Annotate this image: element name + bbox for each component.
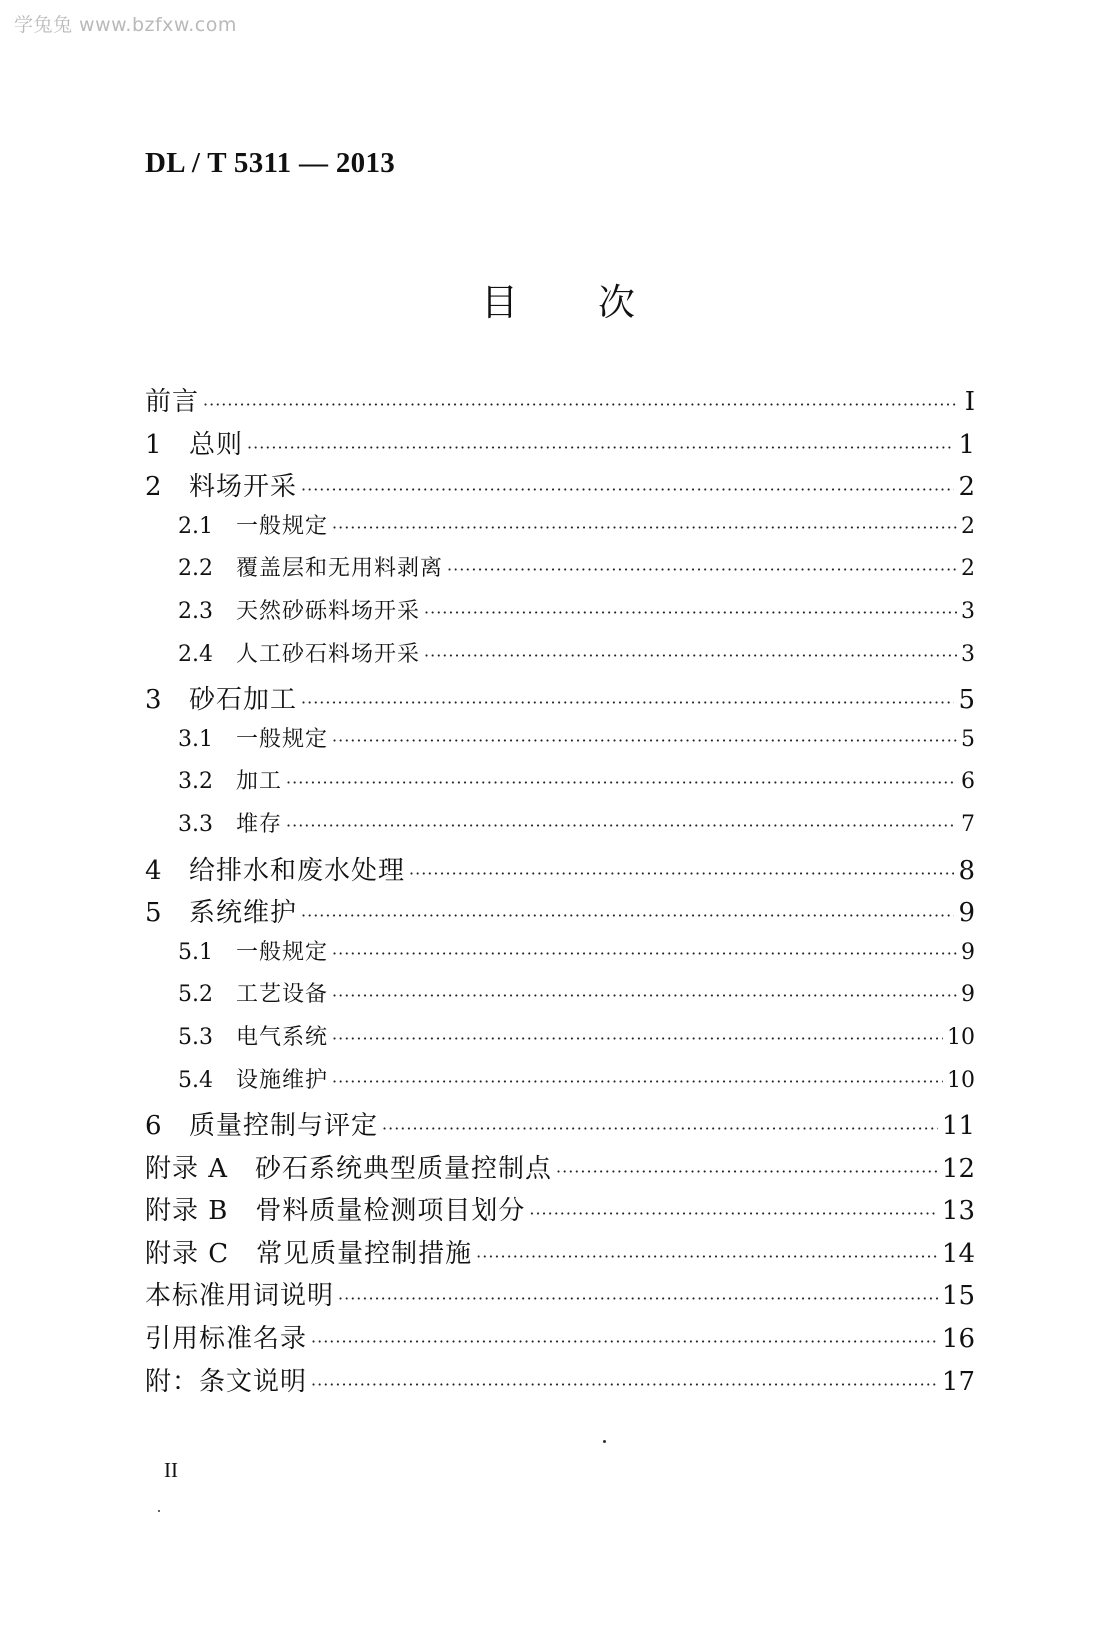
toc-leader-dots [338, 1289, 938, 1308]
toc-leader-dots [332, 1072, 943, 1091]
toc-entry-label: 人工砂石料场开采 [236, 641, 421, 667]
toc-entry-label: 砂石加工 [189, 685, 298, 716]
toc-entry-number: 5.3 [178, 1024, 213, 1050]
toc-entry-page: 6 [961, 769, 975, 795]
toc-leader-dots [424, 646, 957, 665]
toc-leader-dots [301, 480, 954, 499]
toc-entry-label: 料场开采 [189, 472, 298, 503]
watermark: 学兔兔 www.bzfxw.com [14, 14, 237, 36]
toc-entry-page: 9 [958, 898, 975, 929]
toc-leader-dots [332, 1029, 943, 1048]
toc-entry[interactable] [145, 1275, 975, 1318]
toc-entry-label: 一般规定 [236, 513, 329, 539]
toc-entry-label: 总则 [189, 429, 244, 460]
toc-leader-dots [301, 906, 954, 925]
toc-entry[interactable] [145, 850, 975, 893]
toc-entry[interactable] [145, 935, 975, 978]
toc-entry-label: 引用标准名录 [145, 1324, 308, 1355]
toc-entry-label: 堆存 [236, 811, 283, 837]
toc-entry-page: 5 [958, 685, 975, 716]
toc-entry-label: 系统维护 [189, 898, 298, 929]
toc-entry[interactable] [145, 679, 975, 722]
toc-leader-dots [529, 1204, 938, 1223]
toc-leader-dots [286, 816, 957, 835]
toc-entry-number: 2.1 [178, 513, 213, 539]
standard-code: DL / T 5311 — 2013 [145, 147, 396, 179]
toc-leader-dots [286, 773, 957, 792]
toc-entry[interactable] [145, 466, 975, 509]
toc-entry-label: 给排水和废水处理 [189, 855, 406, 886]
toc-entry-number: 3.3 [178, 811, 213, 837]
toc-entry-page: 3 [961, 641, 975, 667]
toc-entry-label: 附录 C 常见质量控制措施 [145, 1238, 473, 1269]
toc-entry[interactable] [145, 424, 975, 467]
toc-entry[interactable] [145, 1063, 975, 1106]
toc-title: 目次 [481, 281, 715, 324]
toc-entry-label: 一般规定 [236, 939, 329, 965]
toc-leader-dots [332, 518, 957, 537]
toc-entry-label: 本标准用词说明 [145, 1281, 335, 1312]
toc-leader-dots [447, 560, 957, 579]
toc-leader-dots [556, 1162, 938, 1181]
toc-entry-label: 加工 [236, 769, 283, 795]
toc-entry-label: 质量控制与评定 [189, 1111, 379, 1142]
toc-entry[interactable] [145, 1190, 975, 1233]
toc-entry-page: 9 [961, 939, 975, 965]
toc-entry-number: 5 [145, 898, 162, 929]
toc-entry-page: 7 [961, 811, 975, 837]
toc-entry-page: 2 [961, 513, 975, 539]
toc-entry[interactable] [145, 764, 975, 807]
toc-entry-label: 电气系统 [236, 1024, 329, 1050]
toc-entry-number: 2.3 [178, 598, 213, 624]
toc-entry-label: 附录 A 砂石系统典型质量控制点 [145, 1153, 553, 1184]
toc-entry-number: 2.4 [178, 641, 213, 667]
toc-entry[interactable] [145, 1233, 975, 1276]
toc-entry-number: 5.4 [178, 1067, 213, 1093]
toc-entry-number: 3.2 [178, 769, 213, 795]
toc-entry-label: 一般规定 [236, 726, 329, 752]
toc-entry[interactable] [145, 509, 975, 552]
toc-entry[interactable] [145, 594, 975, 637]
toc-leader-dots [203, 395, 957, 414]
toc-entry-label: 附录 B 骨料质量检测项目划分 [145, 1196, 526, 1227]
toc-entry-number: 1 [145, 429, 162, 460]
toc-leader-dots [311, 1332, 938, 1351]
toc-entry-number: 3.1 [178, 726, 213, 752]
toc-entry-label: 前言 [145, 387, 200, 417]
toc-entry[interactable] [145, 1318, 975, 1361]
toc-entry-label: 工艺设备 [236, 982, 329, 1008]
page-number: II [164, 1458, 178, 1482]
toc-entry-page: 10 [947, 1067, 975, 1093]
toc-entry-page: 2 [961, 556, 975, 582]
toc-entry[interactable] [145, 551, 975, 594]
toc-entry-page: 3 [961, 598, 975, 624]
toc-entry[interactable] [145, 637, 975, 680]
toc-entry-number: 2 [145, 472, 162, 503]
toc-leader-dots [476, 1247, 938, 1266]
toc-entry-page: 5 [961, 726, 975, 752]
toc-entry-label: 覆盖层和无用料剥离 [236, 556, 444, 582]
toc-leader-dots [301, 693, 954, 712]
toc-entry-number: 5.1 [178, 939, 213, 965]
toc-entry[interactable] [145, 977, 975, 1020]
toc-leader-dots [424, 603, 957, 622]
toc-entry[interactable] [145, 722, 975, 765]
toc-leader-dots [311, 1375, 938, 1394]
toc-leader-dots [382, 1119, 938, 1138]
scan-speck [603, 1440, 606, 1443]
toc-entry-label: 设施维护 [236, 1067, 329, 1093]
toc-entry-page: 1 [958, 429, 975, 460]
table-of-contents [145, 381, 975, 1403]
scan-speck [158, 1510, 160, 1512]
toc-entry-page: 2 [958, 472, 975, 503]
toc-entry-number: 3 [145, 685, 162, 716]
toc-entry-number: 4 [145, 855, 162, 886]
toc-entry[interactable] [145, 1361, 975, 1404]
toc-entry-label: 附：条文说明 [145, 1366, 308, 1397]
toc-entry-number: 5.2 [178, 982, 213, 1008]
toc-entry[interactable] [145, 1105, 975, 1148]
toc-leader-dots [332, 731, 957, 750]
toc-entry-page: 16 [941, 1324, 975, 1355]
toc-entry[interactable] [145, 1148, 975, 1191]
toc-entry-label: 天然砂砾料场开采 [236, 598, 421, 624]
toc-entry-page: 11 [941, 1111, 975, 1142]
toc-entry-page: I [964, 387, 975, 417]
toc-entry-number: 6 [145, 1111, 162, 1142]
toc-entry-page: 10 [947, 1024, 975, 1050]
toc-entry-page: 13 [941, 1196, 975, 1227]
toc-entry[interactable] [145, 381, 975, 424]
toc-entry-number: 2.2 [178, 556, 213, 582]
toc-leader-dots [409, 864, 954, 883]
toc-entry-page: 12 [941, 1153, 975, 1184]
toc-entry[interactable] [145, 1020, 975, 1063]
toc-entry-page: 9 [961, 982, 975, 1008]
toc-entry-page: 17 [941, 1366, 975, 1397]
toc-entry[interactable] [145, 892, 975, 935]
toc-entry-page: 8 [958, 855, 975, 886]
toc-entry[interactable] [145, 807, 975, 850]
toc-leader-dots [247, 438, 954, 457]
toc-leader-dots [332, 986, 957, 1005]
toc-entry-page: 15 [941, 1281, 975, 1312]
toc-leader-dots [332, 944, 957, 963]
toc-entry-page: 14 [941, 1238, 975, 1269]
